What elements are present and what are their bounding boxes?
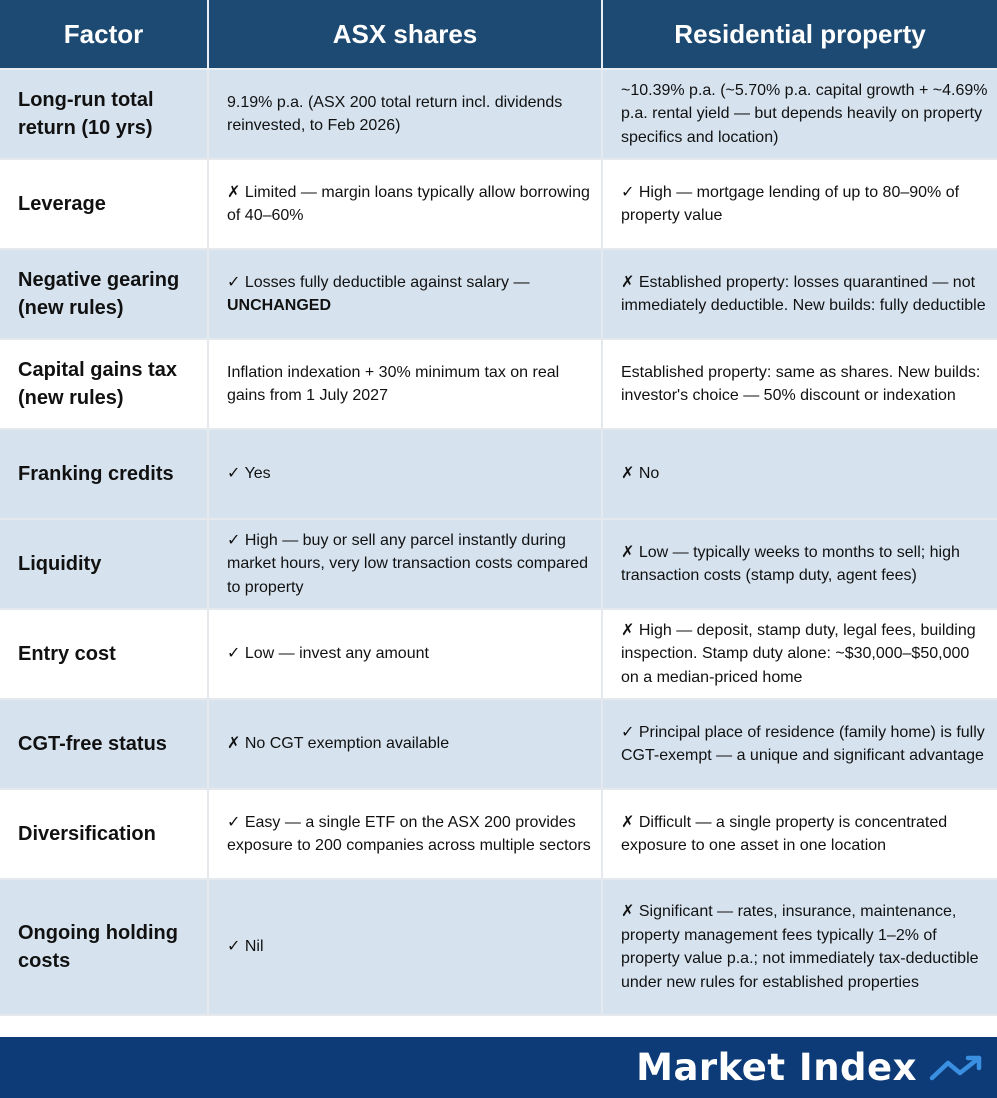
trend-arrow-icon [929, 1054, 985, 1082]
table-row [0, 339, 997, 429]
asx-cell: ✓ Easy — a single ETF on the ASX 200 provides exposure to 200 companies across multiple sectors [208, 789, 602, 879]
factor-cell: Long-run total return (10 yrs) [0, 69, 208, 159]
table-row [0, 69, 997, 159]
property-cell: ✗ Significant — rates, insurance, maintenance, property management fees typically 1–2% of property value p.a.; not immediately tax-deductible under new rules for established properties [602, 879, 997, 1015]
table-row [0, 609, 997, 699]
property-cell: ✗ Low — typically weeks to months to sell; high transaction costs (stamp duty, agent fees) [602, 519, 997, 609]
property-cell: ✗ High — deposit, stamp duty, legal fees, building inspection. Stamp duty alone: ~$30,000–$50,000 on a median-priced home [602, 609, 997, 699]
asx-cell: 9.19% p.a. (ASX 200 total return incl. dividends reinvested, to Feb 2026) [208, 69, 602, 159]
table-row [0, 789, 997, 879]
table-header-row [0, 0, 997, 69]
asx-cell: ✗ Limited — margin loans typically allow borrowing of 40–60% [208, 159, 602, 249]
factor-cell: Capital gains tax (new rules) [0, 339, 208, 429]
header-factor: Factor [0, 0, 208, 69]
unchanged-emphasis: UNCHANGED [227, 297, 331, 314]
factor-cell: Entry cost [0, 609, 208, 699]
table-row [0, 519, 997, 609]
factor-cell: Negative gearing (new rules) [0, 249, 208, 339]
asx-cell: ✓ Low — invest any amount [208, 609, 602, 699]
table-row [0, 879, 997, 1015]
asx-cell: Inflation indexation + 30% minimum tax on real gains from 1 July 2027 [208, 339, 602, 429]
asx-cell: ✓ High — buy or sell any parcel instantly during market hours, very low transaction costs compared to property [208, 519, 602, 609]
header-asx-shares: ASX shares [208, 0, 602, 69]
property-cell: ✗ Established property: losses quarantined — not immediately deductible. New builds: fully deductible [602, 249, 997, 339]
asx-cell-text: ✓ Losses fully deductible against salary — [227, 273, 530, 291]
table-row [0, 429, 997, 519]
asx-cell [208, 249, 602, 339]
property-cell: ~10.39% p.a. (~5.70% p.a. capital growth + ~4.69% p.a. rental yield — but depends heavily on property specifics and location) [602, 69, 997, 159]
header-residential-property: Residential property [602, 0, 997, 69]
factor-cell: CGT-free status [0, 699, 208, 789]
factor-cell: Diversification [0, 789, 208, 879]
factor-cell: Leverage [0, 159, 208, 249]
brand-logo-text: Market Index [636, 1046, 917, 1089]
property-cell: ✓ Principal place of residence (family home) is fully CGT-exempt — a unique and significant advantage [602, 699, 997, 789]
property-cell: ✗ Difficult — a single property is concentrated exposure to one asset in one location [602, 789, 997, 879]
asx-cell: ✗ No CGT exemption available [208, 699, 602, 789]
table-row [0, 249, 997, 339]
table-row [0, 159, 997, 249]
factor-cell: Ongoing holding costs [0, 879, 208, 1015]
asx-cell: ✓ Nil [208, 879, 602, 1015]
factor-cell: Liquidity [0, 519, 208, 609]
property-cell: Established property: same as shares. New builds: investor's choice — 50% discount or indexation [602, 339, 997, 429]
asx-cell: ✓ Yes [208, 429, 602, 519]
property-cell: ✓ High — mortgage lending of up to 80–90% of property value [602, 159, 997, 249]
footer-banner [0, 1037, 997, 1098]
property-cell: ✗ No [602, 429, 997, 519]
table-row [0, 699, 997, 789]
factor-cell: Franking credits [0, 429, 208, 519]
